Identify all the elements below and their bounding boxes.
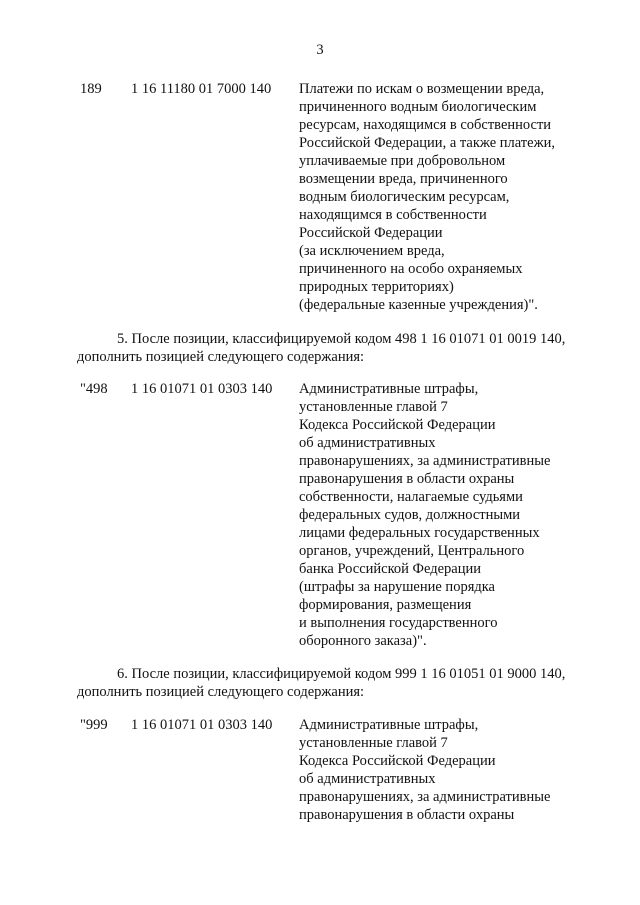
amendment-paragraph-5 <box>77 330 577 366</box>
description-line: Кодекса Российской Федерации <box>299 753 496 769</box>
description-line: Административные штрафы, <box>299 381 479 397</box>
budget-classification-code: 1 16 11180 01 7000 140 <box>131 81 272 97</box>
paragraph-line: 6. После позиции, классифицируемой кодом 999 1 16 01051 01 9000 140, <box>117 666 566 682</box>
description-line: (федеральные казенные учреждения)". <box>299 297 538 313</box>
entry-description <box>299 380 599 650</box>
description-line: установленные главой 7 <box>299 399 448 415</box>
description-line: установленные главой 7 <box>299 735 448 751</box>
description-line: водным биологическим ресурсам, <box>299 189 510 205</box>
description-line: находящимся в собственности <box>299 207 487 223</box>
description-line: (за исключением вреда, <box>299 243 445 259</box>
description-line: правонарушения в области охраны <box>299 471 515 487</box>
entry-description <box>299 716 599 824</box>
description-line: (штрафы за нарушение порядка <box>299 579 495 595</box>
description-line: правонарушения в области охраны <box>299 807 515 823</box>
budget-classification-code: 1 16 01071 01 0303 140 <box>131 381 273 397</box>
description-line: Российской Федерации <box>299 225 443 241</box>
description-line: Платежи по искам о возмещении вреда, <box>299 81 545 97</box>
description-line: оборонного заказа)". <box>299 633 427 649</box>
description-line: возмещении вреда, причиненного <box>299 171 508 187</box>
amendment-paragraph-6 <box>77 665 577 701</box>
description-line: ресурсам, находящимся в собственности <box>299 117 552 133</box>
budget-classification-code: 1 16 01071 01 0303 140 <box>131 717 273 733</box>
description-line: об административных <box>299 435 436 451</box>
description-line: федеральных судов, должностными <box>299 507 521 523</box>
page-number: 3 <box>316 42 324 58</box>
description-line: правонарушениях, за административные <box>299 453 551 469</box>
description-line: причиненного на особо охраняемых <box>299 261 523 277</box>
description-line: Российской Федерации, а также платежи, <box>299 135 555 151</box>
admin-code: "498 <box>80 381 108 397</box>
description-line: об административных <box>299 771 436 787</box>
paragraph-line: 5. После позиции, классифицируемой кодом 498 1 16 01071 01 0019 140, <box>117 331 566 347</box>
description-line: Кодекса Российской Федерации <box>299 417 496 433</box>
description-line: лицами федеральных государственных <box>299 525 540 541</box>
description-line: причиненного водным биологическим <box>299 99 537 115</box>
description-line: природных территориях) <box>299 279 454 295</box>
description-line: правонарушениях, за административные <box>299 789 551 805</box>
description-line: банка Российской Федерации <box>299 561 482 577</box>
entry-description <box>299 80 599 314</box>
description-line: органов, учреждений, Центрального <box>299 543 525 559</box>
admin-code: 189 <box>80 81 102 97</box>
description-line: Административные штрафы, <box>299 717 479 733</box>
paragraph-line: дополнить позицией следующего содержания: <box>77 684 365 700</box>
admin-code: "999 <box>80 717 108 733</box>
paragraph-line: дополнить позицией следующего содержания: <box>77 349 365 365</box>
description-line: формирования, размещения <box>299 597 472 613</box>
description-line: и выполнения государственного <box>299 615 498 631</box>
description-line: уплачиваемые при добровольном <box>299 153 506 169</box>
description-line: собственности, налагаемые судьями <box>299 489 523 505</box>
